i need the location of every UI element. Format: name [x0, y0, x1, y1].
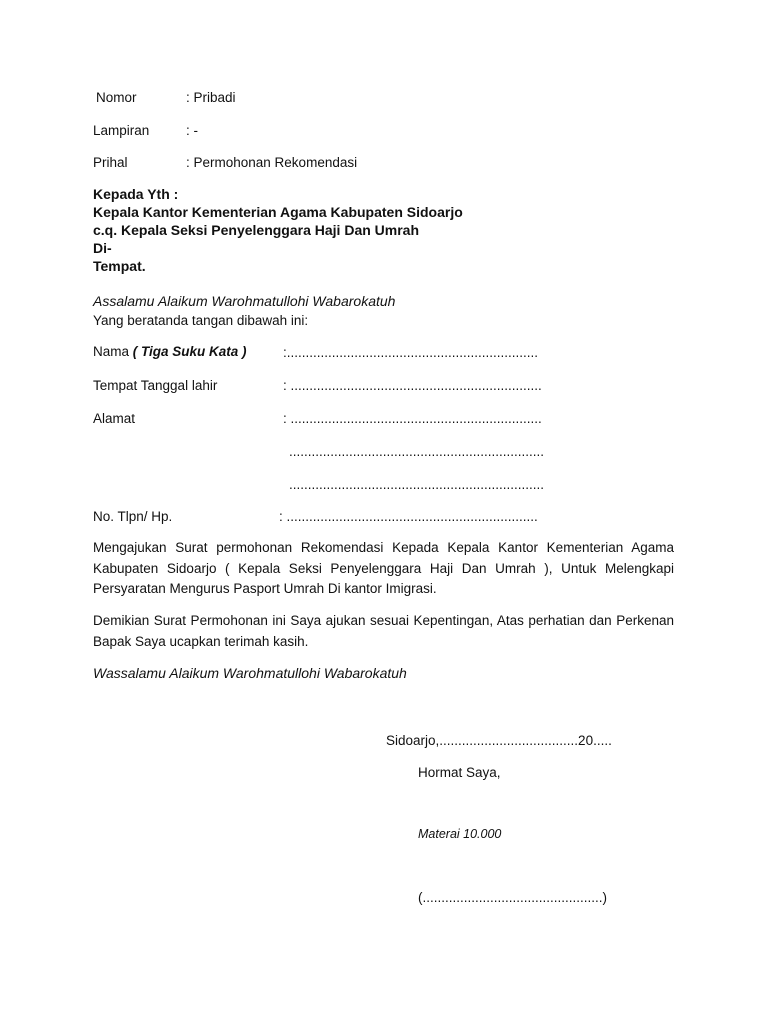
alamat-label: Alamat [93, 411, 136, 426]
prihal-label: Prihal [93, 155, 128, 170]
intro-text: Yang beratanda tangan dibawah ini: [93, 313, 309, 328]
ttl-label: Tempat Tanggal lahir [93, 378, 218, 393]
nama-value: :................................................................... [283, 345, 539, 360]
recipient-line-1: Kepada Yth : [93, 186, 179, 202]
closing-greeting: Wassalamu Alaikum Warohmatullohi Wabarokatuh [93, 665, 407, 681]
recipient-line-5: Tempat. [93, 258, 146, 274]
signature-name-line: (................................................) [418, 890, 608, 905]
nomor-label: Nomor [96, 90, 137, 105]
nomor-value: : Pribadi [186, 90, 236, 105]
regards-text: Hormat Saya, [418, 765, 501, 780]
tlp-value: : ................................................................... [279, 509, 538, 524]
alamat-value-1: : ................................................................... [283, 411, 542, 426]
body-paragraph-2: Demikian Surat Permohonan ini Saya ajukan sesuai Kepentingan, Atas perhatian dan Perkenan Bapak Saya ucapkan terimah kasih. [93, 613, 674, 649]
opening-greeting: Assalamu Alaikum Warohmatullohi Wabarokatuh [93, 293, 396, 309]
nama-label-text: Nama [93, 344, 130, 359]
nama-hint: ( Tiga Suku Kata ) [132, 344, 247, 359]
recipient-line-4: Di- [93, 240, 112, 256]
ttl-value: : ................................................................... [283, 378, 542, 393]
prihal-value: : Permohonan Rekomendasi [186, 155, 358, 170]
place-date: Sidoarjo,.....................................20..... [386, 733, 612, 748]
lampiran-value: : - [186, 123, 198, 138]
recipient-line-3: c.q. Kepala Seksi Penyelenggara Haji Dan Umrah [93, 222, 420, 238]
recipient-line-2: Kepala Kantor Kementerian Agama Kabupaten Sidoarjo [93, 204, 463, 220]
alamat-value-3: .................................................................... [289, 477, 545, 492]
tlp-label: No. Tlpn/ Hp. [93, 509, 173, 524]
stamp-label: Materai 10.000 [418, 827, 502, 841]
alamat-value-2: .................................................................... [289, 444, 545, 459]
body-paragraph-1: Mengajukan Surat permohonan Rekomendasi Kepada Kepala Kantor Kementerian Agama Kabupaten Sidoarjo ( Kepala Seksi Penyelenggara Haji Dan Umrah ), Untuk Melengkapi Persyaratan Mengurus Pasport Umrah Di kantor Imigrasi. [93, 540, 674, 596]
lampiran-label: Lampiran [93, 123, 150, 138]
nama-label [93, 343, 247, 360]
